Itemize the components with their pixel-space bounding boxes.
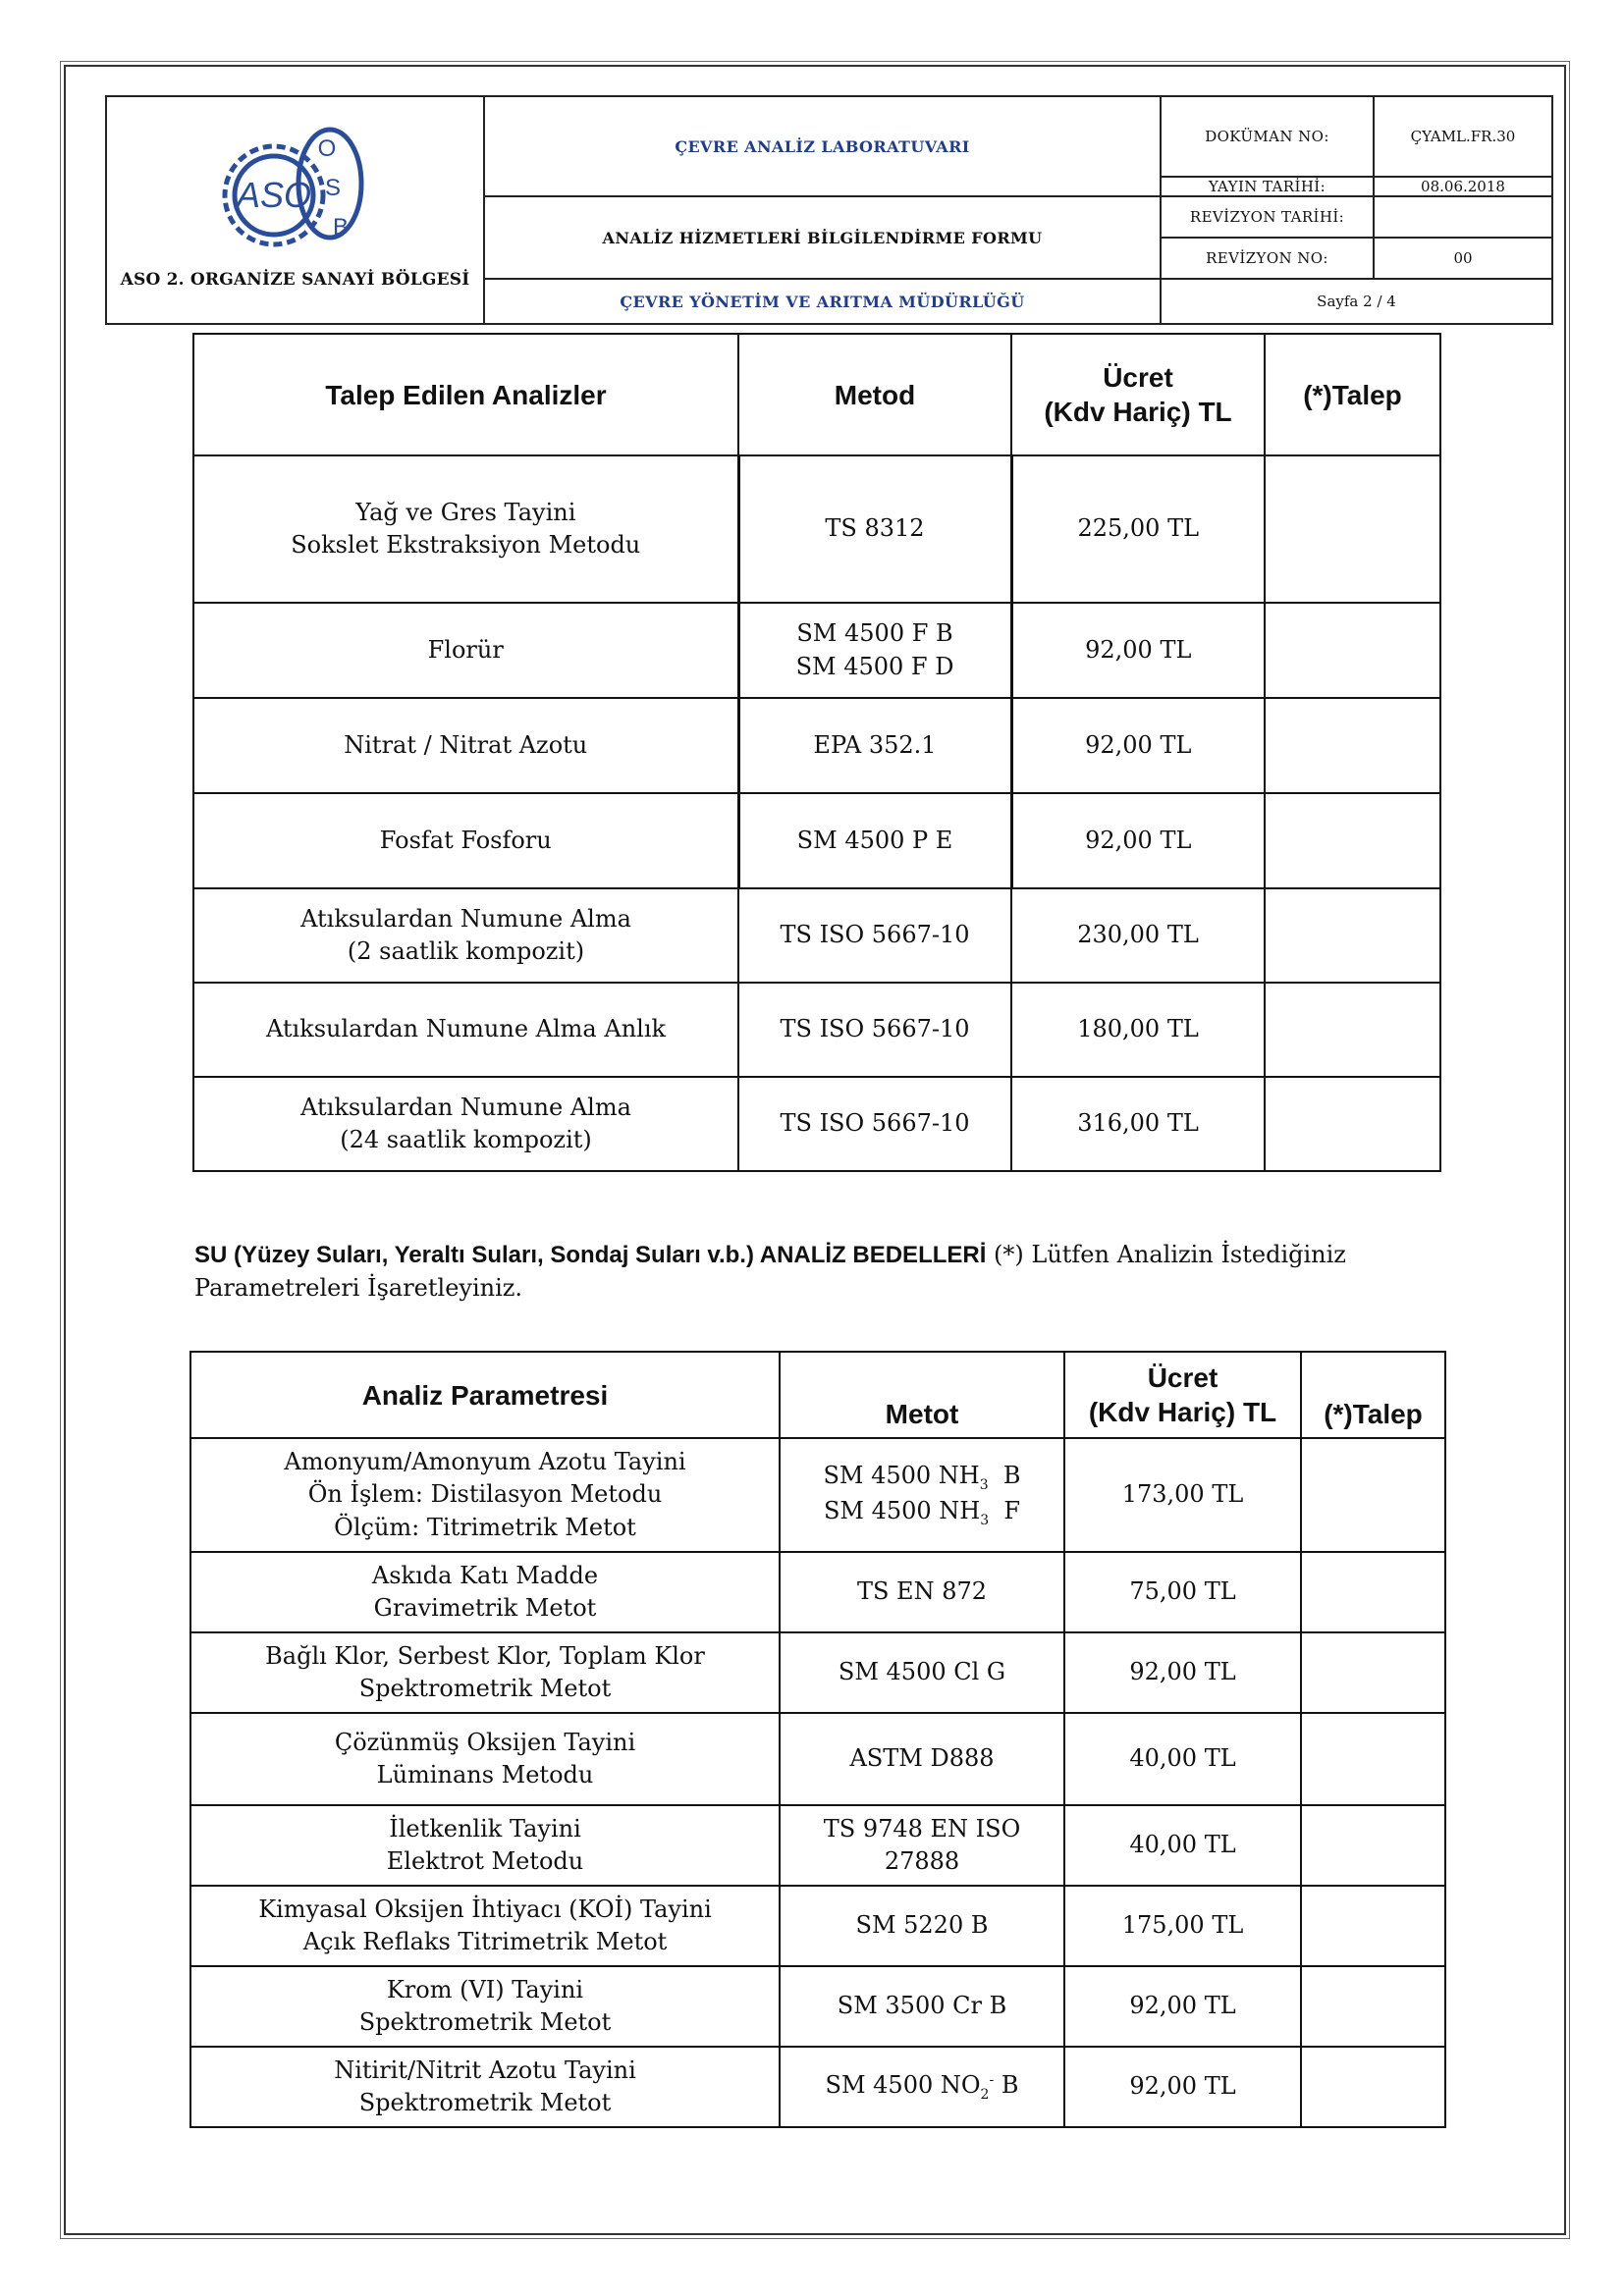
col-header-request: (*)Talep: [1301, 1352, 1445, 1438]
water-analysis-table: [189, 1351, 1446, 2128]
rev-no-value: 00: [1453, 249, 1473, 267]
param-cell: Çözünmüş Oksijen Tayini Lüminans Metodu: [190, 1713, 780, 1805]
param-cell: Bağlı Klor, Serbest Klor, Toplam Klor Spektrometrik Metot: [190, 1632, 780, 1713]
price-cell: 92,00 TL: [1011, 698, 1265, 793]
col-header-method: Metot: [780, 1352, 1064, 1438]
doc-no-label: DOKÜMAN NO:: [1161, 96, 1374, 177]
request-checkbox-cell[interactable]: [1301, 1632, 1445, 1713]
table-row: [190, 1632, 1445, 1713]
price-cell: 40,00 TL: [1064, 1713, 1301, 1805]
method-cell: SM 3500 Cr B: [780, 1966, 1064, 2047]
table-row: [190, 2047, 1445, 2127]
method-cell: SM 4500 P E: [738, 793, 1011, 888]
param-cell: İletkenlik Tayini Elektrot Metodu: [190, 1805, 780, 1886]
rev-no-label: REVİZYON NO:: [1206, 249, 1328, 267]
param-cell: Nitirit/Nitrit Azotu Tayini Spektrometrik Metot: [190, 2047, 780, 2127]
price-cell: 92,00 TL: [1064, 1966, 1301, 2047]
request-checkbox-cell[interactable]: [1301, 1438, 1445, 1552]
table-row: [193, 888, 1440, 983]
method-cell: TS 8312: [738, 455, 1011, 603]
price-cell: 40,00 TL: [1064, 1805, 1301, 1886]
method-cell: TS ISO 5667-10: [738, 983, 1011, 1077]
method-cell: EPA 352.1: [738, 698, 1011, 793]
pub-date-value: 08.06.2018: [1374, 177, 1552, 196]
revision-values: [1374, 196, 1552, 279]
request-checkbox-cell[interactable]: [1265, 603, 1440, 698]
param-cell: Krom (VI) Tayini Spektrometrik Metot: [190, 1966, 780, 2047]
table-header-row: [190, 1352, 1445, 1438]
request-checkbox-cell[interactable]: [1301, 1552, 1445, 1632]
lab-title: ÇEVRE ANALİZ LABORATUVARI: [484, 96, 1161, 196]
page-number: Sayfa 2 / 4: [1161, 279, 1552, 324]
logo-o-text: O: [317, 135, 337, 162]
analysis-cell: Atıksulardan Numune Alma Anlık: [193, 983, 738, 1077]
pub-date-label: YAYIN TARİHİ:: [1161, 177, 1374, 196]
requested-analyses-table: [192, 333, 1441, 1172]
method-cell: TS EN 872: [780, 1552, 1064, 1632]
section-title-bold: SU (Yüzey Suları, Yeraltı Suları, Sondaj Suları v.b.) ANALİZ BEDELLERİ: [194, 1242, 987, 1268]
table-header-row: [193, 334, 1440, 455]
analysis-cell: Nitrat / Nitrat Azotu: [193, 698, 738, 793]
col-header-analysis: Talep Edilen Analizler: [193, 334, 738, 455]
table-row: [193, 983, 1440, 1077]
analysis-cell: Florür: [193, 603, 738, 698]
price-cell: 92,00 TL: [1011, 793, 1265, 888]
method-cell: SM 5220 B: [780, 1886, 1064, 1966]
table-row: [190, 1552, 1445, 1632]
table-row: [190, 1966, 1445, 2047]
method-cell: SM 4500 $NH_3$ B SM 4500 $NH_3$ F: [780, 1438, 1064, 1552]
doc-no-value: ÇYAML.FR.30: [1374, 96, 1552, 177]
param-cell: Kimyasal Oksijen İhtiyacı (KOİ) Tayini Açık Reflaks Titrimetrik Metot: [190, 1886, 780, 1966]
method-cell: SM 4500 $NO_2^-$ B: [780, 2047, 1064, 2127]
analysis-cell: Atıksulardan Numune Alma (2 saatlik kompozit): [193, 888, 738, 983]
request-checkbox-cell[interactable]: [1265, 698, 1440, 793]
analysis-cell: Atıksulardan Numune Alma (24 saatlik kompozit): [193, 1077, 738, 1171]
request-checkbox-cell[interactable]: [1301, 1886, 1445, 1966]
price-cell: 316,00 TL: [1011, 1077, 1265, 1171]
rev-date-value: [1375, 197, 1551, 239]
section-title: [194, 1239, 1441, 1305]
method-cell: TS ISO 5667-10: [738, 1077, 1011, 1171]
col-header-param: Analiz Parametresi: [190, 1352, 780, 1438]
rev-date-label: REVİZYON TARİHİ:: [1162, 197, 1373, 239]
table-row: [193, 793, 1440, 888]
col-header-request: (*)Talep: [1265, 334, 1440, 455]
col-header-price: Ücret (Kdv Hariç) TL: [1011, 334, 1265, 455]
table-row: [190, 1438, 1445, 1552]
table-row: [193, 603, 1440, 698]
price-cell: 92,00 TL: [1064, 1632, 1301, 1713]
table-row: [190, 1886, 1445, 1966]
price-cell: 75,00 TL: [1064, 1552, 1301, 1632]
section-note: (*) Lütfen Analizin İstediğiniz Parametreleri İşaretleyiniz.: [194, 1241, 1346, 1302]
price-cell: 92,00 TL: [1011, 603, 1265, 698]
method-cell: TS 9748 EN ISO 27888: [780, 1805, 1064, 1886]
price-cell: 230,00 TL: [1011, 888, 1265, 983]
revision-cells: [1161, 196, 1374, 279]
table-row: [193, 455, 1440, 603]
form-title: ANALİZ HİZMETLERİ BİLGİLENDİRME FORMU: [484, 196, 1161, 279]
price-cell: 225,00 TL: [1011, 455, 1265, 603]
request-checkbox-cell[interactable]: [1265, 455, 1440, 603]
logo-aso-text: ASO: [236, 175, 312, 215]
logo-cell: [106, 96, 484, 324]
analysis-cell: Yağ ve Gres Tayini Sokslet Ekstraksiyon Metodu: [193, 455, 738, 603]
organization-name: ASO 2. ORGANİZE SANAYİ BÖLGESİ: [120, 270, 470, 290]
logo-b-text: B: [332, 214, 350, 240]
price-cell: 180,00 TL: [1011, 983, 1265, 1077]
table-row: [190, 1713, 1445, 1805]
method-cell: ASTM D888: [780, 1713, 1064, 1805]
logo-s-text: S: [324, 175, 342, 201]
method-cell: TS ISO 5667-10: [738, 888, 1011, 983]
table-row: [193, 698, 1440, 793]
request-checkbox-cell[interactable]: [1265, 983, 1440, 1077]
request-checkbox-cell[interactable]: [1301, 1713, 1445, 1805]
price-cell: 175,00 TL: [1064, 1886, 1301, 1966]
col-header-price: Ücret (Kdv Hariç) TL: [1064, 1352, 1301, 1438]
method-cell: SM 4500 F B SM 4500 F D: [738, 603, 1011, 698]
document-header: [105, 95, 1553, 325]
param-cell: Askıda Katı Madde Gravimetrik Metot: [190, 1552, 780, 1632]
directorate: ÇEVRE YÖNETİM VE ARITMA MÜDÜRLÜĞÜ: [484, 279, 1161, 324]
table-row: [193, 1077, 1440, 1171]
request-checkbox-cell[interactable]: [1301, 1805, 1445, 1886]
request-checkbox-cell[interactable]: [1265, 888, 1440, 983]
price-cell: 173,00 TL: [1064, 1438, 1301, 1552]
table-row: [190, 1805, 1445, 1886]
request-checkbox-cell[interactable]: [1265, 793, 1440, 888]
param-cell: Amonyum/Amonyum Azotu Tayini Ön İşlem: Distilasyon Metodu Ölçüm: Titrimetrik Metot: [190, 1438, 780, 1552]
method-cell: SM 4500 Cl G: [780, 1632, 1064, 1713]
request-checkbox-cell[interactable]: [1301, 2047, 1445, 2127]
aso-osb-logo: [217, 125, 374, 262]
price-cell: 92,00 TL: [1064, 2047, 1301, 2127]
analysis-cell: Fosfat Fosforu: [193, 793, 738, 888]
request-checkbox-cell[interactable]: [1301, 1966, 1445, 2047]
request-checkbox-cell[interactable]: [1265, 1077, 1440, 1171]
col-header-method: Metod: [738, 334, 1011, 455]
